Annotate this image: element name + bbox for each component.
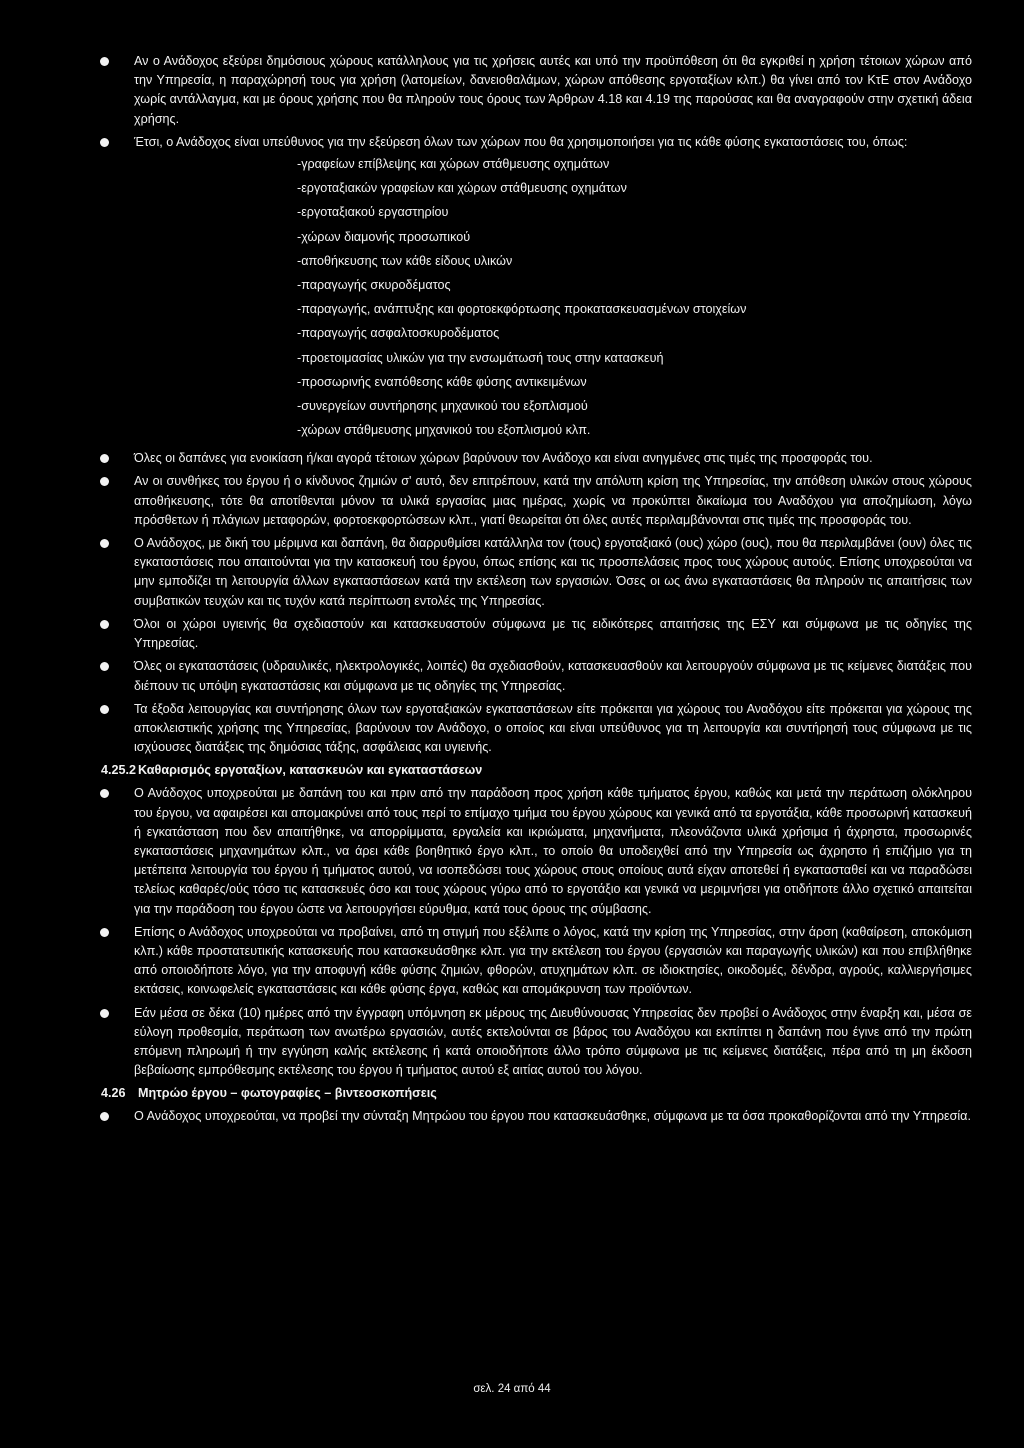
paragraph-text: Αν οι συνθήκες του έργου ή ο κίνδυνος ζημιών σ' αυτό, δεν επιτρέπουν, κατά την απόλυτη κρίση της Υπηρεσίας, την απόθεση υλικών στους χώρους αποθήκευσης, τότε θα αποτίθενται μόνον τα υλικά εργασίας μιας ημέρας, χωρίς να προκύπτει δικαίωμα του Αναδόχου για αποζημίωση, λόγω πρόσθετων ή πλάγιων μεταφορών, φορτοεκφορτώσεων κλπ., γιατί θεωρείται ότι όλες αυτές περιλαμβάνονται στις τιμές της προσφοράς του. bbox=[134, 474, 972, 527]
paragraph-text: Εάν μέσα σε δέκα (10) ημέρες από την έγγραφη υπόμνηση εκ μέρους της Διευθύνουσας Υπηρεσίας δεν προβεί ο Ανάδοχος στην έναρξη και, μέσα σε εύλογη προθεσμία, περάτωση των ανωτέρω εργασιών, αυτές εκτελούνται σε βάρος του Αναδόχου και εκπίπτει η δαπάνη που έγινε από την πρώτη επόμενη πληρωμή ή την εγγύηση καλής εκτέλεσης ή κατά οποιοδήποτε άλλο τρόπο σύμφωνα με τις κείμενες διατάξεις, πέρα από τη μη έκδοση βεβαίωσης εμπρόθεσμης εκτέλεσης του έργου ή τμήματος αυτού εξ αιτίας αυτού του λόγου. bbox=[134, 1005, 972, 1078]
section-number: 4.25.2 bbox=[101, 763, 137, 778]
bullet-icon bbox=[100, 789, 109, 798]
paragraph-text: Όλες οι εγκαταστάσεις (υδραυλικές, ηλεκτρολογικές, λοιπές) θα σχεδιασθούν, κατασκευασθούν και λειτουργούν σύμφωνα με τις κείμενες διατάξεις που διέπουν τις υπόψη εγκαταστάσεις και σύμφωνα με τις οδηγίες της Υπηρεσίας. bbox=[134, 659, 972, 693]
section-heading-4252 bbox=[0, 761, 1024, 781]
list-item: -χώρων στάθμευσης μηχανικού του εξοπλισμού κλπ. bbox=[297, 423, 591, 438]
paragraph-text: Ο Ανάδοχος υποχρεούται, να προβεί την σύνταξη Μητρώου του έργου που κατασκευάσθηκε, σύμφωνα με τα όσα προκαθορίζονται από την Υπηρεσία. bbox=[134, 1109, 971, 1124]
bullet-icon bbox=[100, 1112, 109, 1121]
paragraph-text: Αν ο Ανάδοχος εξεύρει δημόσιους χώρους κατάλληλους για τις χρήσεις αυτές και υπό την προϋπόθεση ότι θα εγκριθεί η χρήση τέτοιων χώρων από την Υπηρεσία, η παραχώρησή τους για χρήση (λατομείων, δανειοθαλάμων, χώρων απόθεσης εργοταξίων κλπ.) θα γίνει από τον ΚτΕ στον Ανάδοχο χωρίς αντάλλαγμα, και με όρους χρήσης που θα πληρούν τους όρους των Άρθρων 4.18 και 4.19 της παρούσας και θα αναγραφούν στην σχετική άδεια χρήσης. bbox=[134, 54, 972, 126]
bullet-icon bbox=[100, 539, 109, 548]
facility-list bbox=[134, 155, 972, 445]
bullet-icon bbox=[100, 928, 109, 937]
section-number: 4.26 bbox=[101, 1086, 126, 1101]
list-item: -χώρων διαμονής προσωπικού bbox=[297, 229, 471, 244]
paragraph-operating-costs bbox=[0, 700, 1024, 758]
paragraph-project-registry bbox=[0, 1107, 1024, 1126]
paragraph-costs bbox=[0, 449, 1024, 468]
section-heading-426 bbox=[0, 1084, 1024, 1104]
paragraph-installations bbox=[0, 657, 1024, 695]
paragraph-text: Επίσης ο Ανάδοχος υποχρεούται να προβαίνει, από τη στιγμή που εξέλιπε ο λόγος, κατά την κρίση της Υπηρεσίας, στην άρση (καθαίρεση, αποκόμιση κλπ.) κάθε προστατευτικής κατασκευής που κατασκευάσθηκε κλπ. για την εκτέλεση του έργου (εργασιών και παραγωγής υλικών) και που επιβλήθηκε από οποιοδήποτε λόγο, για την αποφυγή κάθε φύσης ζημιών, φθορών, ατυχημάτων κλπ. σε ιδιοκτησίες, οικοδομές, δένδρα, αγρούς, καλλιεργήσιμες εκτάσεις, κοινωφελείς εγκαταστάσεις και κάθε φύσης έργα, καθώς και απομάκρυνση των προϊόντων. bbox=[134, 924, 972, 997]
list-item: -παραγωγής, ανάπτυξης και φορτοεκφόρτωσης προκατασκευασμένων στοιχείων bbox=[297, 302, 747, 317]
bullet-icon bbox=[100, 454, 109, 463]
paragraph-site-layout bbox=[0, 534, 1024, 611]
paragraph-text: Τα έξοδα λειτουργίας και συντήρησης όλων των εργοταξιακών εγκαταστάσεων είτε πρόκειται για χώρους του Αναδόχου είτε πρόκειται για χώρους της αποκλειστικής χρήσης της Υπηρεσίας, βαρύνουν τον Ανάδοχο, ο οποίος και είναι υπεύθυνος για τη λειτουργία και συντήρησή τους σύμφωνα με τις ισχύουσες διατάξεις της δημόσιας τάξης, ασφάλειας και υγιεινής. bbox=[134, 701, 972, 755]
bullet-icon bbox=[100, 620, 109, 629]
list-item: -γραφείων επίβλεψης και χώρων στάθμευσης οχημάτων bbox=[297, 157, 610, 172]
paragraph-text: Ο Ανάδοχος, με δική του μέριμνα και δαπάνη, θα διαρρυθμίσει κατάλληλα τον (τους) εργοταξιακό (ους) χώρο (ους), που θα περιλαμβάνει (ουν) όλες τις εγκαταστάσεις που απαιτούνται για την κατασκευή του έργου, όπως επίσης και τις προσπελάσεις προς τους χώρους αυτούς. Επίσης υποχρεούται να μην εμποδίζει τη λειτουργία άλλων εγκαταστάσεων κατά την εκτέλεση των εργασιών. Όσες οι ως άνω εγκαταστάσεις θα πληρούν τις απαιτήσεις των συμβατικών τευχών και τις τυχόν κατά περίπτωση εντολές της Υπηρεσίας. bbox=[134, 536, 972, 608]
document-page bbox=[0, 52, 1024, 1131]
list-item: -παραγωγής ασφαλτοσκυροδέματος bbox=[297, 326, 500, 341]
list-item: -συνεργείων συντήρησης μηχανικού του εξοπλισμού bbox=[297, 398, 588, 413]
list-item: -προσωρινής εναπόθεσης κάθε φύσης αντικειμένων bbox=[297, 374, 587, 389]
bullet-icon bbox=[100, 138, 109, 147]
list-item: -εργοταξιακού εργαστηρίου bbox=[297, 205, 449, 220]
paragraph-cleanup bbox=[0, 784, 1024, 918]
bullet-icon bbox=[100, 662, 109, 671]
paragraph-text: Όλοι οι χώροι υγιεινής θα σχεδιαστούν και κατασκευαστούν σύμφωνα με τις ειδικότερες απαιτήσεις της ΕΣΥ και σύμφωνα με τις οδηγίες της Υπηρεσίας. bbox=[134, 616, 972, 651]
section-title: Μητρώο έργου – φωτογραφίες – βιντεοσκοπήσεις bbox=[138, 1086, 437, 1101]
bullet-icon bbox=[100, 57, 109, 66]
paragraph-hygiene bbox=[0, 615, 1024, 653]
paragraph-text: Έτσι, ο Ανάδοχος είναι υπεύθυνος για την εξεύρεση όλων των χώρων που θα χρησιμοποιήσει για τις κάθε φύσης εγκαταστάσεις του, όπως: bbox=[134, 134, 908, 149]
page-number: σελ. 24 από 44 bbox=[473, 1383, 551, 1395]
bullet-icon bbox=[100, 705, 109, 714]
bullet-icon bbox=[100, 477, 109, 486]
list-item: -παραγωγής σκυροδέματος bbox=[297, 277, 451, 292]
bullet-icon bbox=[100, 1009, 109, 1018]
paragraph-deadline bbox=[0, 1004, 1024, 1081]
paragraph-storage-conditions bbox=[0, 472, 1024, 530]
section-title: Καθαρισμός εργοταξίων, κατασκευών και εγκαταστάσεων bbox=[138, 763, 483, 778]
list-item: -αποθήκευσης των κάθε είδους υλικών bbox=[297, 253, 513, 268]
list-item: -εργοταξιακών γραφείων και χώρων στάθμευσης οχημάτων bbox=[297, 181, 627, 196]
paragraph-text: Ο Ανάδοχος υποχρεούται με δαπάνη του και πριν από την παράδοση προς χρήση κάθε τμήματος έργου, καθώς και μετά την περάτωση ολόκληρου του έργου, να αφαιρέσει και απομακρύνει από τους περί το επίμαχο τμήμα του έργου χώρους και γενικά από τα εργοτάξια, κάθε προσωρινή κατασκευή ή εγκατάσταση που δεν απαιτήθηκε, να απορρίμματα, εργαλεία και ικριώματα, μηχανήματα, πλεονάζοντα υλικά χρήσιμα ή άχρηστα, προσωρινές εγκαταστάσεις μηχανημάτων κλπ., να άρει κάθε βοηθητικό έργο κλπ., το οποίο θα υποδειχθεί από την Υπηρεσία ως άχρηστο ή επιζήμιο για τη μετέπειτα λειτουργία του έργου ή τμήματος αυτού, να ισοπεδώσει τους χώρους στους οποίους αυτά είχαν αποτεθεί ή εγκατασταθεί και να παραδώσει τελείως καθαρές/ούς τόσο τις κατασκευές όσο και τους χώρους γύρω από το εργοτάξιο και γενικά να μεριμνήσει για οτιδήποτε άλλο σχετικό απαιτείται για την παράδοση του έργου ώστε να λειτουργήσει εύρυθμα, κατά τους όρους της σύμβασης. bbox=[134, 786, 972, 916]
list-item: -προετοιμασίας υλικών για την ενσωμάτωσή τους στην κατασκευή bbox=[297, 350, 664, 365]
paragraph-text: Όλες οι δαπάνες για ενοικίαση ή/και αγορά τέτοιων χώρων βαρύνουν τον Ανάδοχο και είναι ανηγμένες στις τιμές της προσφοράς του. bbox=[134, 451, 873, 466]
paragraph-protective-works bbox=[0, 923, 1024, 1000]
paragraph-contractor-responsible bbox=[0, 133, 1024, 445]
paragraph-public-spaces bbox=[0, 52, 1024, 129]
